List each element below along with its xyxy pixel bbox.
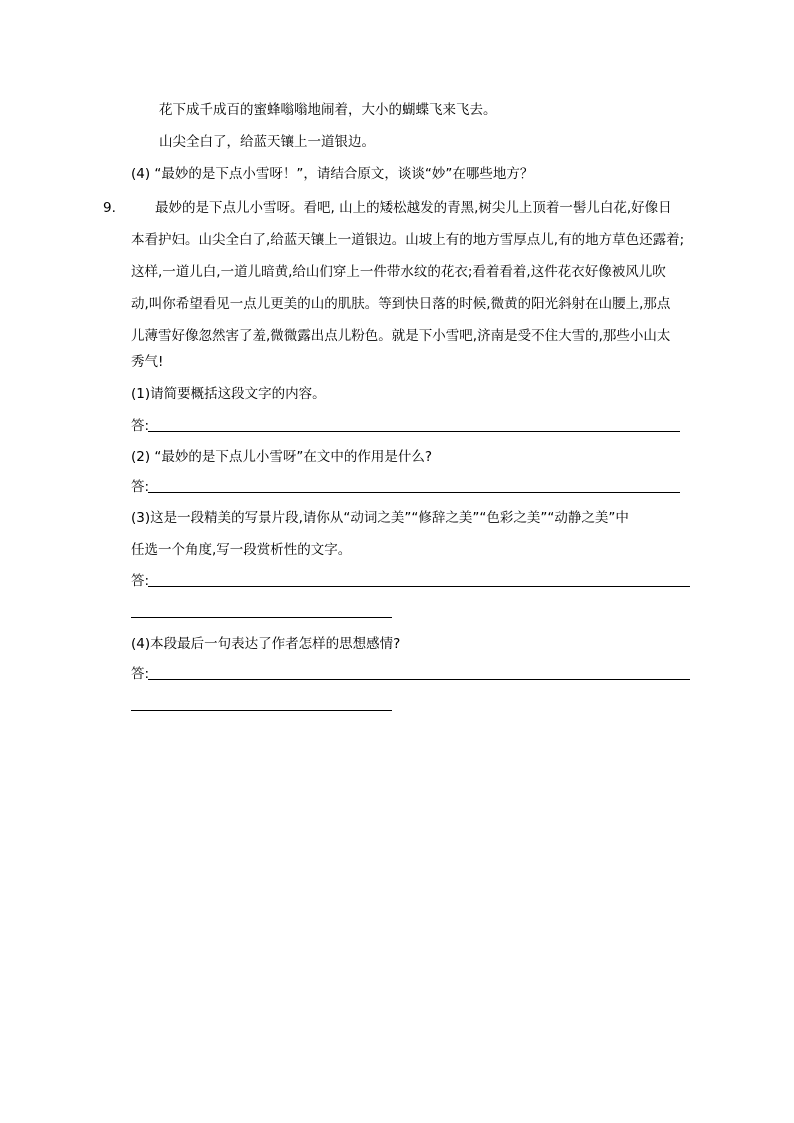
sub-question-3-line-1: (3)这是一段精美的写景片段,请你从“动词之美”“修辞之美”“色彩之美”“动静之美”中 [131, 510, 629, 526]
passage-line-5: 儿薄雪好像忽然害了羞,微微露出点儿粉色。就是下小雪吧,济南是受不住大雪的,那些小山太 [131, 328, 671, 344]
passage-line-2: 本看护妇。山尖全白了,给蓝天镶上一道银边。山坡上有的地方雪厚点儿,有的地方草色还露着; [131, 232, 685, 248]
answer-line-4b[interactable] [131, 710, 392, 711]
answer-label-3: 答: [131, 573, 150, 589]
passage-line-4: 动,叫你希望看见一点儿更美的山的肌肤。等到快日落的时候,微黄的阳光斜射在山腰上,那点 [131, 296, 671, 312]
answer-line-2[interactable] [148, 492, 680, 493]
previous-question-4: (4) “最妙的是下点小雪呀！”，请结合原文，谈谈“妙”在哪些地方？ [131, 166, 534, 182]
sub-question-2: (2) “最妙的是下点儿小雪呀”在文中的作用是什么? [131, 449, 433, 465]
answer-line-3a[interactable] [148, 586, 690, 587]
answer-line-4a[interactable] [148, 679, 690, 680]
answer-label-2: 答: [131, 479, 150, 495]
intro-line-2: 山尖全白了，给蓝天镶上一道银边。 [159, 134, 375, 150]
passage-line-1: 最妙的是下点儿小雪呀。看吧, 山上的矮松越发的青黑,树尖儿上顶着一髻儿白花,好像日 [155, 200, 672, 216]
sub-question-1: (1)请简要概括这段文字的内容。 [131, 386, 326, 402]
sub-question-4: (4)本段最后一句表达了作者怎样的思想感情? [131, 636, 401, 652]
intro-line-1: 花下成千成百的蜜蜂嗡嗡地闹着，大小的蝴蝶飞来飞去。 [159, 102, 497, 118]
answer-label-4: 答: [131, 666, 150, 682]
answer-label-1: 答: [131, 418, 150, 434]
answer-line-3b[interactable] [131, 617, 392, 618]
passage-line-6: 秀气! [131, 354, 164, 370]
passage-line-3: 这样,一道儿白,一道儿暗黄,给山们穿上一件带水纹的花衣;看着看着,这件花衣好像被风儿吹 [131, 264, 666, 280]
question-number: 9. [103, 200, 116, 216]
answer-line-1[interactable] [148, 431, 680, 432]
sub-question-3-line-2: 任选一个角度,写一段赏析性的文字。 [131, 542, 352, 558]
